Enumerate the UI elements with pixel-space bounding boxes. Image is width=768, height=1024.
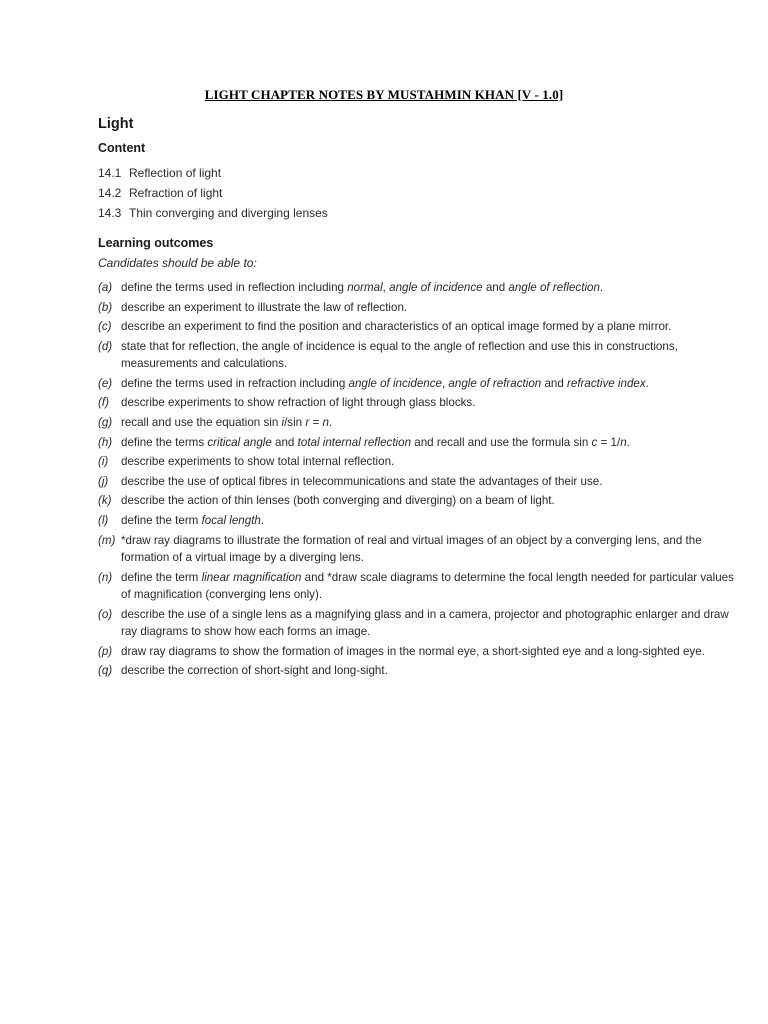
outcome-text xyxy=(121,608,729,638)
content-item-text: Thin converging and diverging lenses xyxy=(129,206,328,220)
outcome-text-segment: , xyxy=(441,376,449,390)
outcome-text-segment: and xyxy=(541,376,568,390)
outcome-text-segment: describe the action of thin lenses (both converging and diverging) on a beam of light. xyxy=(121,494,555,508)
learning-outcome-item xyxy=(98,414,738,431)
outcome-text-segment: . xyxy=(328,415,333,429)
content-item xyxy=(98,183,328,203)
outcome-text-segment: . xyxy=(599,281,604,294)
outcome-text xyxy=(121,664,388,677)
outcome-text xyxy=(121,455,394,468)
outcome-text-segment: . xyxy=(645,376,649,390)
outcome-term: angle of incidence xyxy=(348,376,442,390)
outcome-text xyxy=(121,340,678,370)
outcome-letter: (d) xyxy=(98,339,113,353)
outcome-letter: (l) xyxy=(98,513,109,527)
outcome-term: linear magnification xyxy=(201,570,302,584)
outcome-text-segment: describe an experiment to find the position and characteristics of an optical image formed by a plane mirror. xyxy=(121,320,672,334)
outcome-letter: (a) xyxy=(98,281,113,294)
outcome-letter: (h) xyxy=(98,435,113,449)
outcome-term: n xyxy=(322,415,329,429)
learning-outcomes-intro: Candidates should be able to: xyxy=(98,256,257,270)
learning-outcome-item xyxy=(98,299,738,316)
learning-outcome-item xyxy=(98,279,738,296)
learning-outcomes-heading: Learning outcomes xyxy=(98,236,214,250)
outcome-term: normal xyxy=(347,281,383,294)
outcome-text-segment: define the terms used in reflection including xyxy=(121,281,348,294)
learning-outcome-item xyxy=(98,569,738,604)
outcome-text-segment: define the terms xyxy=(121,435,208,449)
outcome-text-segment: . xyxy=(626,435,630,449)
outcome-term: angle of incidence xyxy=(389,281,483,294)
outcome-letter: (k) xyxy=(98,494,112,508)
outcome-term: critical angle xyxy=(207,435,272,449)
outcome-text xyxy=(121,571,734,601)
content-item xyxy=(98,163,328,183)
outcome-text-segment: = xyxy=(309,415,323,429)
learning-outcome-item xyxy=(98,643,738,660)
outcome-text xyxy=(121,320,671,333)
outcome-text-segment: . xyxy=(260,513,265,527)
outcome-term: c xyxy=(591,435,598,449)
outcome-letter: (f) xyxy=(98,396,109,410)
outcome-text xyxy=(121,645,705,658)
learning-outcome-item xyxy=(98,453,738,470)
outcome-text xyxy=(121,301,407,314)
outcome-text-segment: describe the correction of short-sight and long-sight. xyxy=(121,664,388,678)
content-item-number: 14.2 xyxy=(98,186,122,200)
outcome-text-segment: , xyxy=(382,281,390,294)
outcome-text-segment: and *draw scale diagrams to determine the focal length needed for particular values of magnification (converging lens only). xyxy=(121,570,734,601)
learning-outcome-item xyxy=(98,473,738,490)
outcome-text-segment: *draw ray diagrams to illustrate the formation of real and virtual images of an object by a converging lens, and the formation of a virtual image by a diverging lens. xyxy=(121,533,702,564)
learning-outcome-item xyxy=(98,662,738,679)
outcome-text xyxy=(121,534,702,564)
learning-outcome-item xyxy=(98,606,738,641)
outcome-term: n xyxy=(620,435,627,449)
outcome-term: r xyxy=(305,415,310,429)
outcome-text-segment: and xyxy=(482,281,509,294)
learning-outcome-item xyxy=(98,394,738,411)
outcome-text-segment: recall and use the equation sin xyxy=(121,415,282,429)
outcome-text xyxy=(121,436,630,449)
content-list xyxy=(98,163,328,223)
outcome-text-segment: describe the use of optical fibres in telecommunications and state the advantages of their use. xyxy=(121,474,603,488)
learning-outcomes-list xyxy=(98,279,738,682)
outcome-term: total internal reflection xyxy=(297,435,412,449)
outcome-text-segment: and xyxy=(271,435,298,449)
outcome-term: i xyxy=(281,415,285,429)
content-item-text: Reflection of light xyxy=(129,166,222,180)
outcome-text xyxy=(121,494,555,507)
outcome-letter: (p) xyxy=(98,644,113,658)
outcome-letter: (o) xyxy=(98,607,113,621)
learning-outcome-item xyxy=(98,338,738,373)
outcome-text-segment: /sin xyxy=(284,415,306,429)
outcome-text-segment: define the term xyxy=(121,513,202,527)
outcome-letter: (i) xyxy=(98,455,109,469)
outcome-letter: (j) xyxy=(98,474,109,488)
learning-outcome-item xyxy=(98,492,738,509)
outcome-text xyxy=(121,416,332,429)
learning-outcome-item xyxy=(98,434,738,451)
outcome-text-segment: define the term xyxy=(121,570,202,584)
outcome-text-segment: define the terms used in refraction including xyxy=(121,376,349,390)
outcome-text xyxy=(121,514,264,527)
learning-outcome-item xyxy=(98,512,738,529)
outcome-letter: (q) xyxy=(98,664,113,678)
learning-outcome-item xyxy=(98,318,738,335)
outcome-term: refractive index xyxy=(567,376,646,390)
outcome-letter: (g) xyxy=(98,415,113,429)
outcome-letter: (e) xyxy=(98,376,113,390)
outcome-text-segment: describe experiments to show total internal reflection. xyxy=(121,455,395,469)
outcome-letter: (b) xyxy=(98,300,113,314)
outcome-text-segment: state that for reflection, the angle of incidence is equal to the angle of reflection and use this in constructions, measurements and calculations. xyxy=(121,339,678,371)
learning-outcome-item xyxy=(98,375,738,392)
content-item-number: 14.1 xyxy=(98,166,122,180)
learning-outcome-item xyxy=(98,532,738,567)
outcome-text xyxy=(121,475,602,488)
outcome-term: focal length xyxy=(201,513,261,527)
outcome-letter: (c) xyxy=(98,320,112,334)
outcome-text-segment: describe the use of a single lens as a magnifying glass and in a camera, projector and photographic enlarger and draw ray diagrams to show how each forms an image. xyxy=(121,607,729,638)
outcome-text xyxy=(121,281,603,294)
outcome-term: angle of refraction xyxy=(448,376,542,390)
outcome-text-segment: = 1/ xyxy=(597,435,621,449)
content-item xyxy=(98,203,328,223)
content-item-text: Refraction of light xyxy=(129,186,223,200)
section-title: Light xyxy=(98,116,134,132)
outcome-letter: (m) xyxy=(98,533,116,547)
document-title: LIGHT CHAPTER NOTES BY MUSTAHMIN KHAN [V - 1.0] xyxy=(204,87,564,102)
content-heading: Content xyxy=(98,141,146,155)
outcome-text xyxy=(121,377,649,390)
outcome-text-segment: describe experiments to show refraction of light through glass blocks. xyxy=(121,396,476,410)
outcome-term: angle of reflection xyxy=(508,281,600,294)
outcome-text xyxy=(121,396,475,409)
outcome-text-segment: describe an experiment to illustrate the law of reflection. xyxy=(121,300,408,314)
content-item-number: 14.3 xyxy=(98,206,122,220)
outcome-text-segment: draw ray diagrams to show the formation of images in the normal eye, a short-sighted eye and a long-sighted eye. xyxy=(121,644,705,658)
outcome-letter: (n) xyxy=(98,570,113,584)
outcome-text-segment: and recall and use the formula sin xyxy=(411,435,592,449)
